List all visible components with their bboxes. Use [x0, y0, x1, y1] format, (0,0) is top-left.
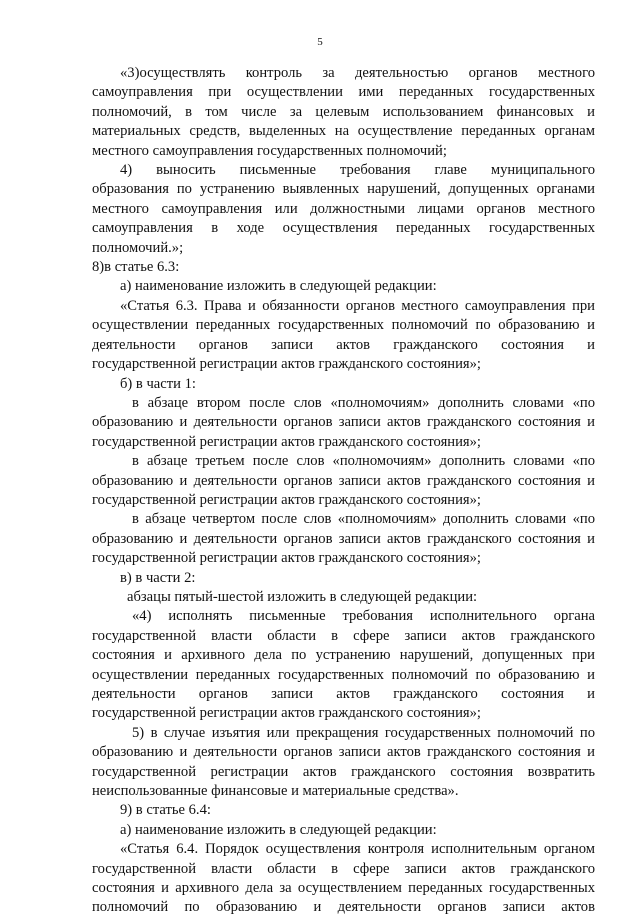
text-line: в абзаце третьем после слов «полномочиям» дополнить словами «по	[132, 453, 595, 470]
text-line: 5) в случае изъятия или прекращения государственных полномочий по	[132, 724, 595, 741]
text-line: 4) выносить письменные требования главе муниципального	[120, 162, 595, 179]
text-line: образованию и деятельности органов записи актов гражданского состояния и	[92, 530, 595, 547]
text-line: в абзаце четвертом после слов «полномочиям» дополнить словами «по	[132, 511, 595, 528]
text-line: государственной регистрации актов гражданского состояния»;	[92, 491, 481, 508]
text-line: неиспользованные финансовые и материальные средства».	[92, 783, 459, 800]
text-line: самоуправления в ходе осуществления переданных государственных	[92, 220, 595, 237]
text-line: «3)осуществлять контроль за деятельностью органов местного	[120, 65, 595, 81]
text-line: состояния и архивного дела по устранению нарушений, допущенных при	[92, 647, 595, 664]
text-line: а) наименование изложить в следующей редакции:	[120, 821, 437, 838]
text-line: деятельности органов записи актов гражданского состояния и	[92, 336, 595, 353]
text-line: полномочий.»;	[92, 239, 184, 256]
text-line: государственной регистрации актов гражданского состояния»;	[92, 550, 481, 567]
text-line: абзацы пятый-шестой изложить в следующей редакции:	[127, 588, 478, 605]
text-line: деятельности органов записи актов гражданского состояния и	[92, 686, 595, 702]
text-line: а) наименование изложить в следующей редакции:	[120, 278, 437, 295]
text-line: образования по устранению выявленных нарушений, допущенных органами	[92, 181, 595, 198]
text-line: в абзаце втором после слов «полномочиям» дополнить словами «по	[132, 394, 595, 411]
text-line: осуществлении переданных государственных полномочий по образованию и	[92, 666, 595, 683]
text-line: в) в части 2:	[120, 569, 196, 586]
text-line: 9) в статье 6.4:	[120, 802, 211, 819]
text-line: государственной власти области в сфере записи актов гражданского	[92, 627, 595, 644]
text-line: местного самоуправления или должностными лицами органов местного	[92, 200, 595, 217]
text-line: местного самоуправления государственных полномочий;	[92, 142, 447, 159]
text-line: образованию и деятельности органов записи актов гражданского состояния и	[92, 744, 595, 761]
text-line: 8)в статье 6.3:	[92, 259, 180, 276]
text-line: государственной регистрации актов гражданского состояния возвратить	[92, 763, 595, 780]
text-line: государственной регистрации актов гражданского состояния»;	[92, 433, 481, 450]
text-line: образованию и деятельности органов записи актов гражданского состояния и	[92, 472, 595, 489]
text-line: «4) исполнять письменные требования исполнительного органа	[132, 608, 595, 625]
text-line: самоуправления при осуществлении ими переданных государственных	[92, 84, 595, 101]
text-line: полномочий по образованию и деятельности органов записи актов	[92, 899, 595, 916]
text-line: государственной регистрации актов гражданского состояния»;	[92, 705, 481, 722]
text-line: государственной регистрации актов гражданского состояния»;	[92, 356, 481, 373]
page-number: 5	[317, 36, 323, 48]
text-line: «Статья 6.3. Права и обязанности органов местного самоуправления при	[120, 297, 595, 314]
text-line: образованию и деятельности органов записи актов гражданского состояния и	[92, 414, 595, 431]
text-line: материальных средств, выделенных на осуществление переданных органам	[92, 123, 595, 140]
text-line: полномочий, в том числе за целевым использованием финансовых и	[92, 103, 595, 120]
text-line: государственной власти области в сфере записи актов гражданского	[92, 860, 595, 877]
text-line: осуществлении переданных государственных полномочий по образованию и	[92, 317, 595, 334]
document-body	[92, 64, 595, 918]
text-line: б) в части 1:	[120, 375, 196, 392]
text-line: состояния и архивного дела за осуществлением переданных государственных	[92, 880, 595, 897]
text-line: «Статья 6.4. Порядок осуществления контроля исполнительным органом	[120, 841, 595, 858]
